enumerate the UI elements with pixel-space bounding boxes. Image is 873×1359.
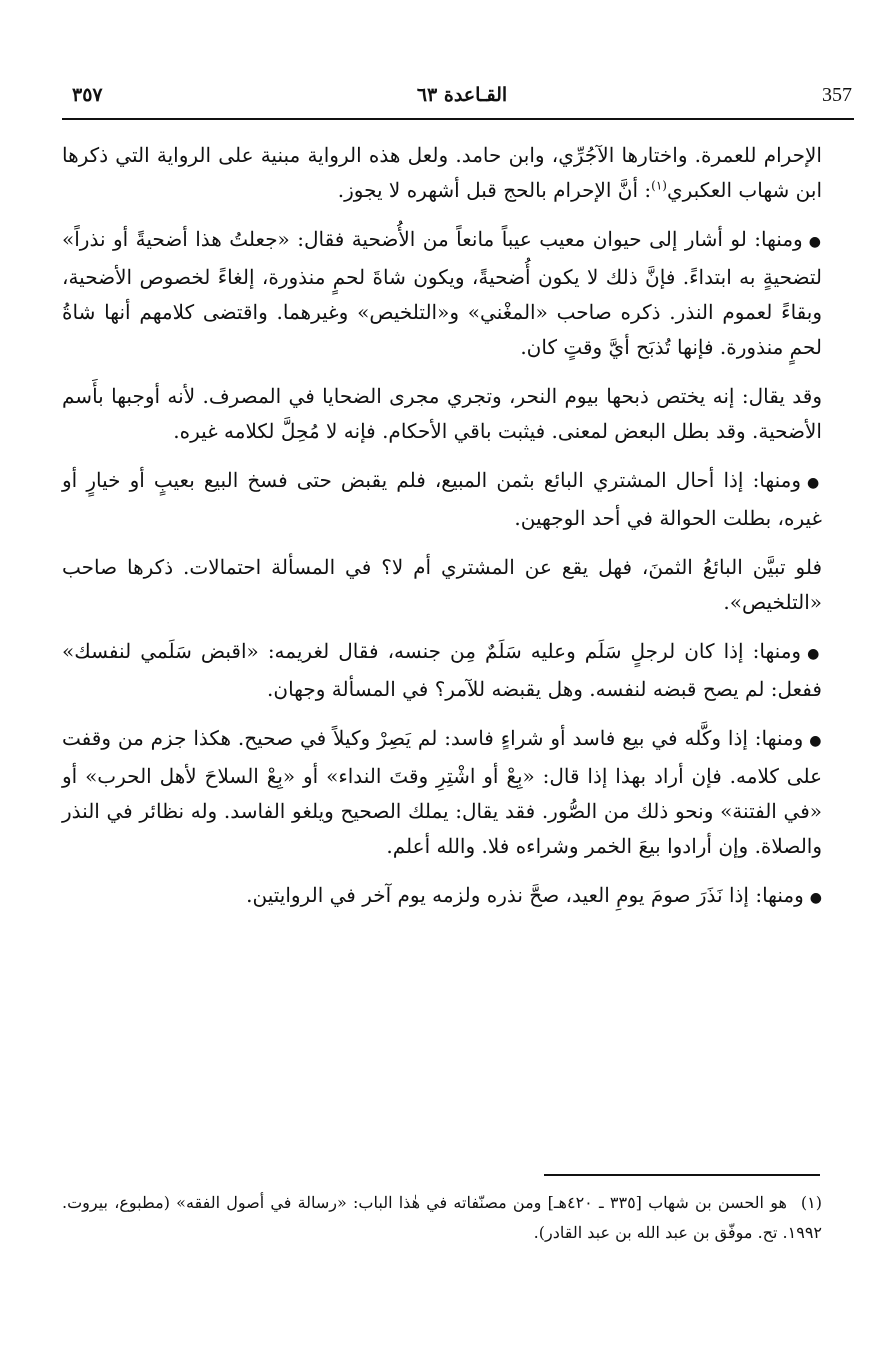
running-title: القـاعدة ٦٣ [416,84,508,106]
bullet-icon: ● [808,234,822,250]
paragraph-4: ●ومنها: إذا أحال المشتري البائع بثمن المبيع، فلم يقبض حتى فسخ البيع بعيبٍ أو خيارٍ أو غيره، بطلت الحوالة في أحد الوجهين. [62,468,822,530]
footnote-rule [544,1174,820,1176]
paragraph-1: الإحرام للعمرة. واختارها الآجُرِّي، وابن حامد. ولعل هذه الرواية مبنية على الرواية التي ذكرها ابن شهاب العكبري$^{(١)}$: أنَّ الإحرام بالحج قبل أشهره لا يجوز. [62,143,822,202]
paragraph-8: ●ومنها: إذا نَذَرَ صومَ يومِ العيد، صحَّ نذره ولزمه يوم آخر في الروايتين. [246,883,822,907]
page-number-arabic: ٣٥٧ [72,84,103,106]
page-number-latin: 357 [822,84,852,106]
main-text [62,138,822,930]
header-rule [62,118,854,120]
paragraph-5: فلو تبيَّن البائعُ الثمنَ، فهل يقع عن المشتري أم لا؟ في المسألة احتمالات. ذكرها صاحب «التلخيص». [62,555,822,614]
footnote-number: (١) [800,1193,823,1212]
footnote-text: هو الحسن بن شهاب [٣٣٥ ـ ٤٢٠هـ] ومن مصنّفاته في هٰذا الباب: «رسالة في أصول الفقه» (مطبوع، بيروت. ١٩٩٢. تح. موفّق بن عبد الله بن عبد القادر). [62,1193,822,1242]
footnote-marker[interactable]: (١) [651,178,667,193]
paragraph-3: وقد يقال: إنه يختص ذبحها بيوم النحر، وتجري مجرى الضحايا في المصرف. لأنه أوجبها بأَسم الأضحية. وقد بطل البعض لمعنى. فيثبت باقي الأحكام. فإنه لا مُحِلَّ لكلامه غيره. [62,384,822,443]
paragraph-2: ●ومنها: لو أشار إلى حيوان معيب عيباً مانعاً من الأُضحية فقال: «جعلتُ هذا أضحيةً أو نذراً» لتضحيةٍ به ابتداءً. فإنَّ ذلك لا يكون أُضحيةً، ويكون شاةَ لحمٍ منذورة، إلغاءً لخصوص الأضحية، وبقاءً لعموم النذر. ذكره صاحب «المغْني» و«التلخيص» وغيرهما. واقتضى كلامهم أنها شاةُ لحمٍ منذورة. فإنها تُذبَح أيَّ وقتٍ كان. [62,227,823,359]
page-header [72,80,852,116]
paragraph-7: ●ومنها: إذا وكَّله في بيع فاسد أو شراءٍ فاسد: لم يَصِرْ وكيلاً في صحيح. هكذا جزم من وقفت على كلامه. فإن أراد بهذا إذا قال: «بِعْ أو اشْتِرِ وقتَ النداء» أو «بِعْ السلاحَ لأهل الحرب» أو «في الفتنة» ونحو ذلك من الصُّور. فقد يقال: يملك الصحيح ويلغو الفاسد. وله نظائر في النذر والصلاة. وإن أرادوا بيعَ الخمر وشراءه فلا. والله أعلم. [62,726,823,858]
bullet-icon: ● [807,475,822,491]
bullet-icon: ● [809,733,823,749]
bullet-icon: ● [809,890,822,906]
paragraph-6: ●ومنها: إذا كان لرجلٍ سَلَم وعليه سَلَمٌ مِن جنسه، فقال لغريمه: «اقبض سَلَمي لنفسك» ففعل: لم يصح قبضه لنفسه. وهل يقبضه للآمر؟ في المسألة وجهان. [62,639,822,701]
footnote [62,1188,822,1248]
bullet-icon: ● [807,646,822,662]
